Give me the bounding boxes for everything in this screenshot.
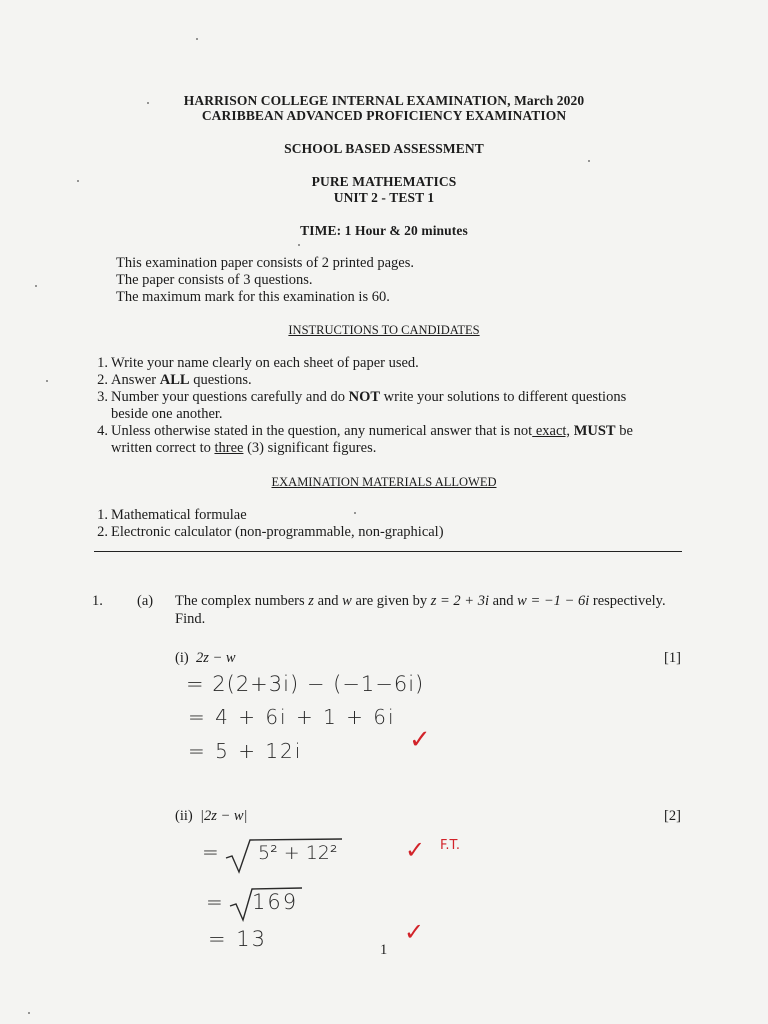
info-block [116,255,414,306]
question-part: (a) [137,593,154,609]
list-item: 4. Unless otherwise stated in the question, any numerical answer that is not exact, MUST be written correct to three (3) significant figures. [97,423,633,456]
handwritten-line: = 5 + 12i [188,739,303,763]
list-item: 1. Write your name clearly on each sheet of paper used. [97,355,419,371]
info-line: The maximum mark for this examination is 60. [116,289,390,305]
info-line: This examination paper consists of 2 printed pages. [116,255,414,271]
time-allowed: TIME: 1 Hour & 20 minutes [300,223,468,238]
scan-speck [28,1012,30,1014]
marks-ii: [2] [664,808,681,824]
subpart-ii: (ii) |2z − w| [175,808,248,824]
subject-title: PURE MATHEMATICS [311,174,457,189]
scan-speck [588,160,590,162]
page-number: 1 [380,942,388,958]
handwritten-radicand: 169 [252,890,299,914]
materials-heading: EXAMINATION MATERIALS ALLOWED [271,475,497,489]
tick-mark: ✓ [409,725,431,754]
marks-i: [1] [664,650,681,666]
list-item: 2. Answer ALL questions. [97,372,252,388]
tick-mark: ✓ [405,838,426,864]
handwritten-line: = 2(2+3i) − (−1−6i) [186,672,425,696]
question-stem: The complex numbers z and w are given by z = 2 + 3i and w = −1 − 6i respectively. [175,593,666,609]
materials-list [90,507,690,541]
scan-speck [46,380,48,382]
scan-speck [147,102,149,104]
scan-speck [35,285,37,287]
question-number: 1. [92,593,103,609]
question-find: Find. [175,611,206,627]
unit-title: UNIT 2 - TEST 1 [333,190,435,205]
handwritten-equals: = [206,890,223,914]
scan-speck [196,38,198,40]
handwritten-line: = 4 + 6i + 1 + 6i [188,705,396,729]
instructions-list [90,355,690,457]
scan-speck [77,180,79,182]
divider [94,551,682,552]
exam-subtitle: CARIBBEAN ADVANCED PROFICIENCY EXAMINATION [201,108,567,123]
handwritten-line: = 13 [208,927,267,951]
tick-mark: ✓ [404,920,425,946]
list-item: 2. Electronic calculator (non-programmable, non-graphical) [97,524,444,540]
list-item: 1. Mathematical formulae [97,507,247,523]
subpart-i: (i) 2z − w [175,650,236,666]
assessment-title: SCHOOL BASED ASSESSMENT [284,141,484,156]
handwritten-equals: = [202,840,219,864]
info-line: The paper consists of 3 questions. [116,272,313,288]
follow-through-note: F.T. [440,838,461,853]
scan-speck [298,244,300,246]
list-item: 3. Number your questions carefully and do NOT write your solutions to different questions beside one another. [97,389,627,422]
instructions-heading: INSTRUCTIONS TO CANDIDATES [288,323,480,337]
scan-speck [354,512,356,514]
exam-title: HARRISON COLLEGE INTERNAL EXAMINATION, March 2020 [183,93,585,108]
handwritten-radicand: 5² + 12² [258,842,338,864]
